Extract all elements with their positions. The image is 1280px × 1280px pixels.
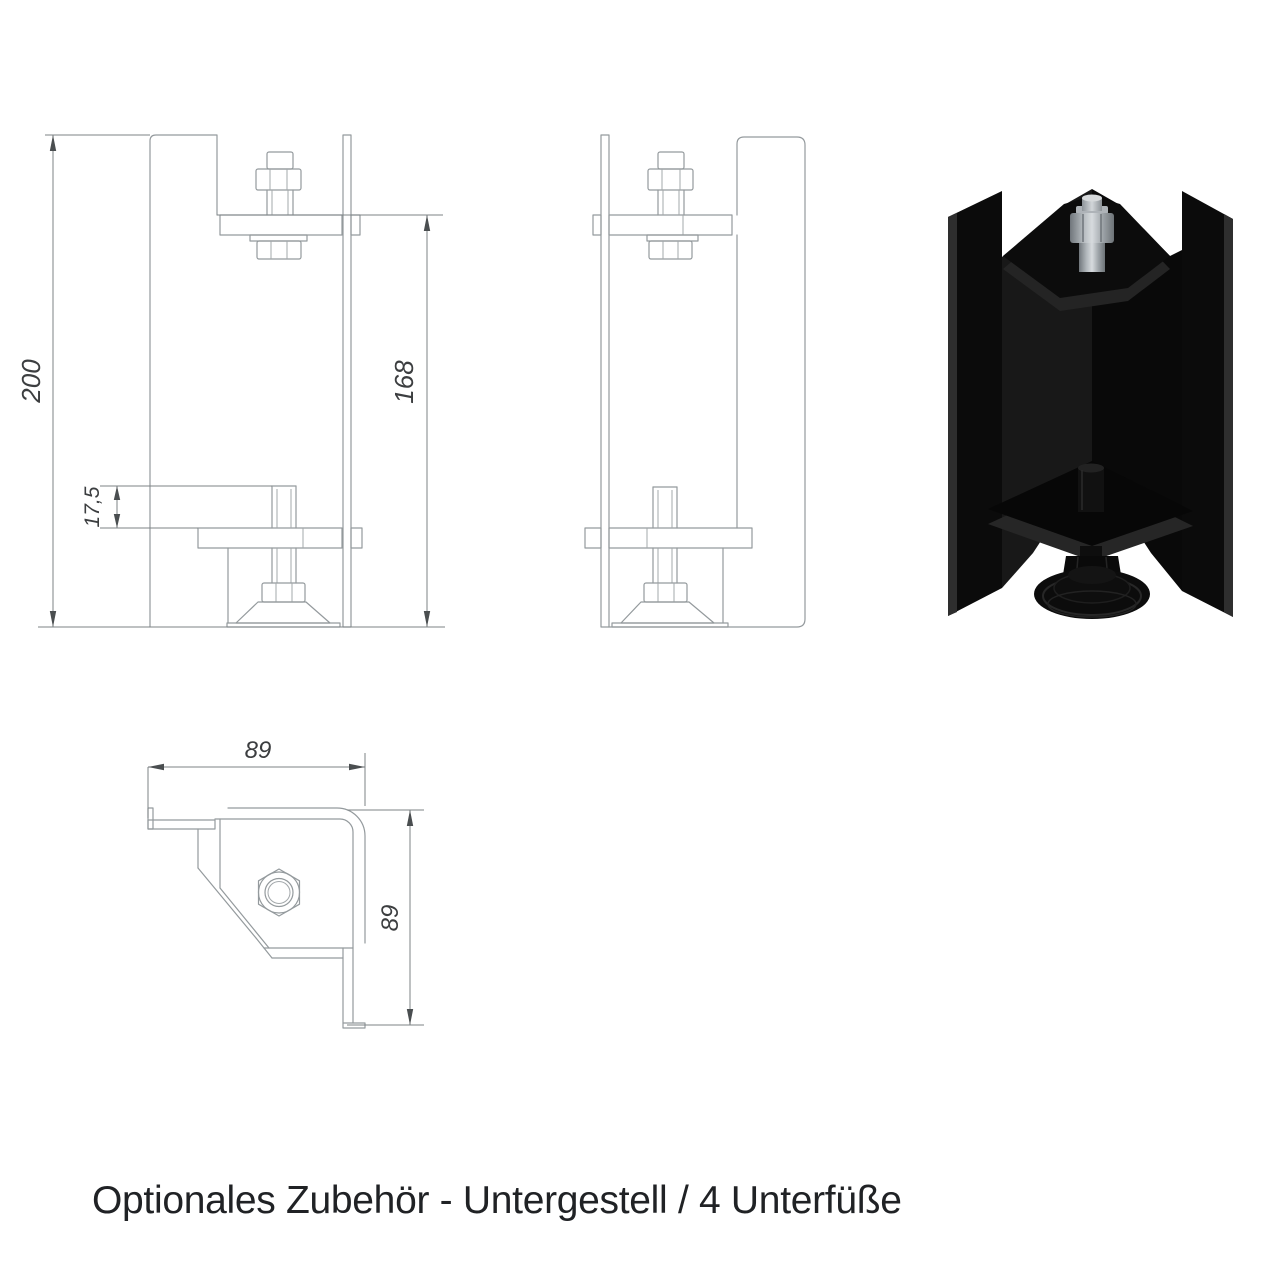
front-view-drawing — [16, 135, 445, 627]
dimension-label-width: 89 — [244, 737, 272, 764]
perspective-render — [948, 189, 1233, 619]
top-bolt-nut — [1070, 213, 1114, 243]
dimension-label-plate-offset: 17,5 — [81, 486, 104, 528]
dimension-label-total-height: 200 — [16, 359, 46, 403]
caption-text: Optionales Zubehör - Untergestell / 4 Unterfüße — [92, 1179, 902, 1222]
top-view-drawing — [148, 737, 424, 1028]
side-view-drawing — [585, 135, 805, 627]
dimension-label-depth: 89 — [377, 904, 404, 932]
dimension-label-inner-height: 168 — [389, 360, 419, 404]
top-bolt-shaft — [1079, 240, 1105, 272]
